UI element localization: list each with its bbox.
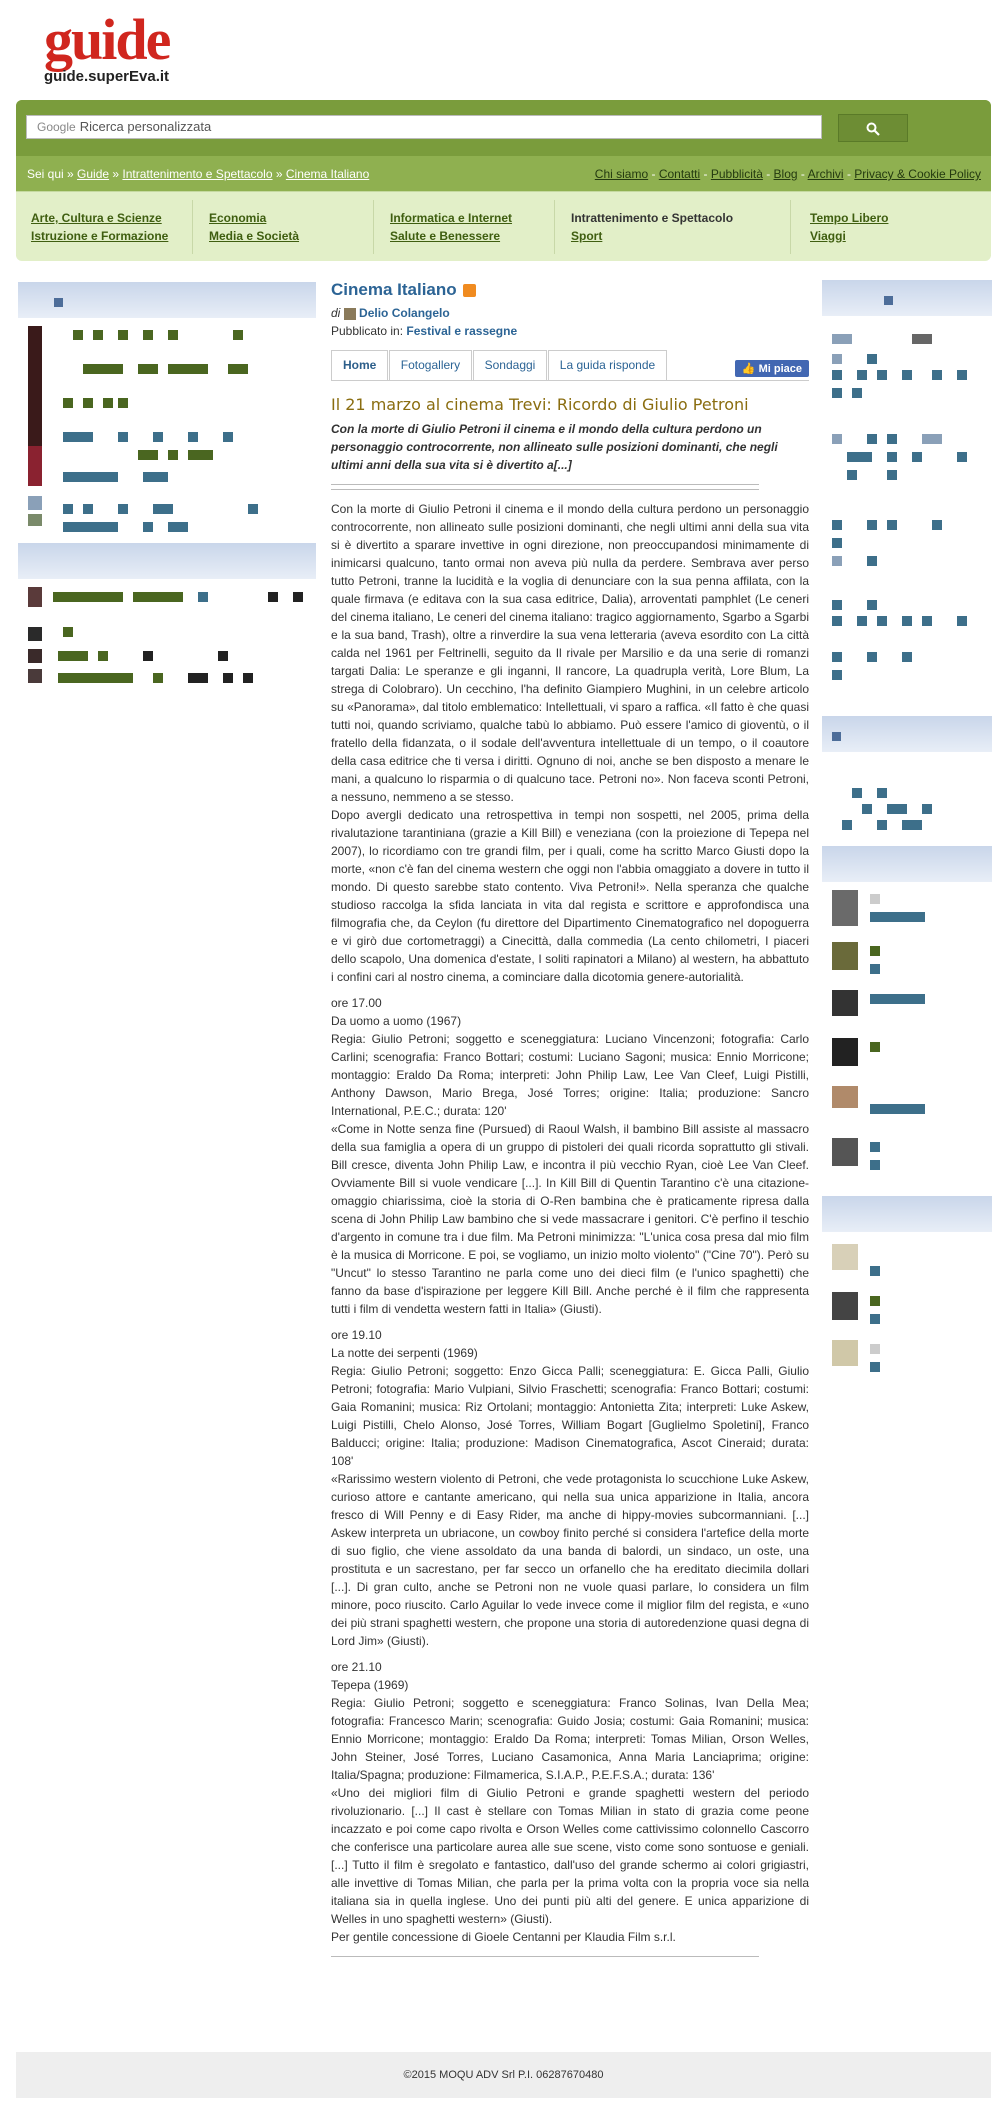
pixelated-link-block — [957, 616, 967, 626]
pixelated-link-block — [832, 990, 858, 1016]
pixelated-link-block — [887, 520, 897, 530]
pixelated-link-block — [233, 330, 243, 340]
article-credit: Per gentile concessione di Gioele Centanni per Klaudia Film s.r.l. — [331, 1930, 676, 1944]
pixelated-link-block — [832, 1038, 858, 1066]
pixelated-link-block — [870, 894, 880, 904]
pixelated-link-block — [63, 432, 93, 442]
pixelated-link-block — [153, 673, 163, 683]
film-1-time: ore 17.00 — [331, 996, 382, 1010]
tab-sondaggi[interactable]: Sondaggi — [473, 350, 548, 380]
pixelated-link-block — [63, 472, 118, 482]
pixelated-link-block — [870, 1296, 880, 1306]
divider — [790, 200, 791, 254]
section-link[interactable]: Festival e rassegne — [406, 324, 518, 338]
breadcrumb-cinema[interactable]: Cinema Italiano — [285, 167, 370, 181]
breadcrumb-intrattenimento[interactable]: Intrattenimento e Spettacolo — [122, 167, 273, 181]
breadcrumb-prefix: Sei qui » — [27, 167, 74, 181]
pixelated-link-block — [877, 370, 887, 380]
author-avatar-icon — [344, 308, 356, 320]
pixelated-link-block — [867, 434, 877, 444]
category-col-4 — [571, 209, 733, 245]
pixelated-link-block — [922, 616, 932, 626]
pixelated-link-block — [862, 804, 872, 814]
divider — [192, 200, 193, 254]
category-col-5 — [810, 209, 888, 245]
cat-sport[interactable]: Sport — [571, 229, 603, 243]
right-box-4 — [822, 1196, 992, 1390]
pixelated-link-block — [832, 652, 842, 662]
film-3-credits: Regia: Giulio Petroni; soggetto e sceneggiatura: Franco Solinas, Ivan Della Mea; fotografia: Francesco Marin; scenografia: Guido Josia; costumi: Gaia Romanini; musica: Ennio Morricone; montaggio: Eraldo Da Roma; interpreti: Tomas Milian, Orson Welles, John Steiner, José Torres, Luciano Casamonica, Anna Maria Lanciaprima; origine: Italia/Spagna; produzione: Filmamerica, S.I.A.P., P.E.F.S.A.; durata: 136' — [331, 1696, 809, 1782]
pixelated-link-block — [922, 804, 932, 814]
left-box-2-header — [18, 543, 316, 579]
film-1-review: «Come in Notte senza fine (Pursued) di Raoul Walsh, il bambino Bill assiste al massacro della sua famiglia a opera di un gruppo di pistoleri dei quali ricorda soprattutto gli stivali. Bill cresce, diventa John Philip Law, e incontra il più vecchio Ryan, cioè Lee Van Cleef. Ovviamente Bill si vuole vendicare [...]. In Kill Bill di Quentin Tarantino c'è una citazione-omaggio chiarissima, cioè la storia di O-Ren bambina che è praticamente ripresa dalla scena di John Philip Law bambino che si vede massacrare i genitori. C'è perfino il teschio d'argento in comune tra i due film. Ma Petroni minimizza: "L'unica cosa presa dal mio film è la musica di Morricone. E poi, se vogliamo, un inizio molto violento" ("Cine 70"). Però su "Uncut" lo stesso Tarantino ne parla come uno dei dieci film (e l'unico spaghetti) che fanno da base d'ispirazione per leggere Kill Bill. Anche perché è il film che rappresenta tutti i film di vendetta western fatti in Italia» (Giusti). — [331, 1122, 809, 1316]
link-blog[interactable]: Blog — [773, 167, 798, 181]
pixelated-link-block — [168, 450, 178, 460]
pixelated-link-block — [832, 334, 852, 344]
pixelated-link-block — [832, 434, 842, 444]
pixelated-link-block — [832, 388, 842, 398]
pixelated-link-block — [867, 600, 877, 610]
pixelated-link-block — [58, 651, 88, 661]
pixelated-link-block — [867, 652, 877, 662]
pixelated-link-block — [887, 470, 897, 480]
link-pubblicita[interactable]: Pubblicità — [710, 167, 763, 181]
pixelated-link-block — [143, 472, 168, 482]
pixelated-link-block — [932, 370, 942, 380]
link-contatti[interactable]: Contatti — [658, 167, 701, 181]
right-box-2 — [822, 716, 992, 852]
pixelated-link-block — [870, 994, 925, 1004]
pixelated-link-block — [877, 820, 887, 830]
right-box-4-links[interactable] — [822, 1240, 992, 1390]
article-paragraph-2: Dopo avergli dedicato una retrospettiva in tempi non sospetti, nel 2005, prima della rivalutazione tarantiniana (grazie a Kill Bill) e veneziana (con la proiezione di Tepepa nel 2007), lo ricordiamo con tre grandi film, per i quali, come ha scritto Marco Giusti dopo la morte, «non c'è fan del cinema western che oggi non l'abbia omaggiato a dovere in tutto il mondo. Di questo sarebbe stato contento. Viva Petroni!». Nella speranza che qualche studioso raccolga la sfida lanciata in vita dal regista e scrittore e approfondisca una filmografia che, da Ceylon (fu direttore del Dipartimento Cinematografico nel dopoguerra e vi girò due cortometraggi) a Cinecittà, dalla commedia (La cento chilometri, I piaceri dello scapolo, Una domenica d'estate, I soliti rapinatori a Milano) al western, ha abbattuto i confini cari al nostro cinema, a cominciare dalla dicotomia genere-autorialità. — [331, 808, 809, 984]
link-archivi[interactable]: Archivi — [807, 167, 844, 181]
pixelated-link-block — [268, 592, 278, 602]
pixelated-link-block — [198, 592, 208, 602]
film-1-title: Da uomo a uomo (1967) — [331, 1014, 462, 1028]
pixelated-link-block — [870, 1344, 880, 1354]
pixelated-link-block — [188, 673, 208, 683]
main-content — [331, 280, 809, 1967]
pixelated-link-block — [912, 452, 922, 462]
search-input[interactable] — [26, 115, 822, 139]
film-2-review: «Rarissimo western violento di Petroni, che vede protagonista lo scucchione Luke Askew, curioso attore e cantante americano, qui nella sua unica apparizione in Italia, ancora fresco di Will Penny e di Easy Rider, ma anche di hippy-movies subcormanniani. [...] Askew interpreta un ubriacone, un cowboy finito perché si considera l'artefice della morte di suo figlio, che viene assoldato da una banda di balordi, un sindaco, un oste, una prostituta e un sacrestano, per far secco un orfanello che ha ereditato diecimila dollari [...]. Di gran culto, anche se Petroni non ne vuole quasi parlare, lo considera un film minore, poco riuscito. Carlo Aguilar lo vede invece come il miglior film del regista, e «uno dei più strani spaghetti western, che propone una storia di autoredenzione quasi degna di Lord Jim» (Giusti). — [331, 1472, 809, 1648]
pixelated-link-block — [143, 651, 153, 661]
divider — [331, 1956, 759, 1957]
pixelated-link-block — [922, 434, 942, 444]
logo-word: guide — [44, 7, 170, 72]
top-links: Chi siamo - Contatti - Pubblicità - Blog - Archivi - Privacy & Cookie Policy — [594, 167, 981, 181]
cat-informatica[interactable]: Informatica e Internet — [390, 211, 513, 225]
pixelated-link-block — [28, 446, 42, 486]
pixelated-link-block — [902, 616, 912, 626]
header-marker — [884, 296, 893, 305]
breadcrumb-band — [16, 156, 991, 191]
pixelated-link-block — [143, 330, 153, 340]
search-placeholder: Ricerca personalizzata — [79, 119, 212, 134]
cat-arte[interactable]: Arte, Cultura e Scienze — [31, 211, 162, 225]
divider — [331, 484, 759, 485]
facebook-like-icon: 👍 — [741, 363, 759, 375]
pixelated-link-block — [28, 587, 42, 607]
pixelated-link-block — [293, 592, 303, 602]
guide-title-text[interactable]: Cinema Italiano — [331, 280, 457, 299]
pixelated-link-block — [28, 496, 42, 510]
pixelated-link-block — [832, 616, 842, 626]
pixelated-link-block — [832, 354, 842, 364]
pixelated-link-block — [28, 514, 42, 526]
pixelated-link-block — [832, 538, 842, 548]
cat-istruzione[interactable]: Istruzione e Formazione — [31, 229, 169, 243]
film-2-time: ore 19.10 — [331, 1328, 382, 1342]
article-paragraph-1: Con la morte di Giulio Petroni il cinema e il mondo della cultura perdono un personaggio controcorrente, non allineato sulle posizioni dominanti, che negli ultimi anni della sua vita si è divertito a sparare invettive in ogni direzione, non preoccupandosi minimamente di inimicarsi qualcuno, tanto ormai non aveva più nulla da perdere. Sembrava aver perso tutto Petroni, tranne la lucidità e la voglia di denunciare con la sua penna affilata, con la quale firmava (e editava con la sua casa editrice, Dalia), arroventati pamphlet (Le ceneri del cinema italiano, Le ceneri del cinema italiano: tragico aggiornamento, Sgarbo a Sgarbi e la sua band, Trash), oltre a rinverdire la sua vena letteraria (aveva esordito con La città calda nel 1961 per Feltrinelli, seguito da Il rivale per Marsilio e da una serie di romanzi targati Dalia: Le speranze e gli inganni, Il rancore, La quadrupla verità, Lore Blum, La strega di Colobraro). Un cecchino, l'ha definito Giampiero Mughini, in un celebre articolo su «Panorama», dal titolo emblematico: Intellettuali, vi sparo a raffica. «Il fatto è che quasi tutti noi, quando scriviamo, qualche tabù lo abbiamo. Può essere l'amico di gioventù, o il fratello della fidanzata, o il sodale dell'avventura intellettuale di un tempo, o il coautore della casa editrice che ti versa i diritti. Ognuno di noi, anche se ben disposto a menare le mani, a qualcuno lo risparmia o di qualcuno tace. Petroni no». Non faceva sconti Petroni, a nessuno, nemmeno a se stesso. — [331, 502, 809, 804]
cat-tempo-libero[interactable]: Tempo Libero — [810, 211, 889, 225]
left-box-1-links[interactable] — [18, 326, 316, 536]
pixelated-link-block — [243, 673, 253, 683]
pixelated-link-block — [63, 504, 73, 514]
search-band — [16, 100, 991, 156]
pixelated-link-block — [932, 520, 942, 530]
breadcrumb-guide[interactable]: Guide — [77, 167, 110, 181]
rss-icon[interactable] — [463, 284, 476, 297]
pixelated-link-block — [28, 627, 42, 641]
pixelated-link-block — [887, 434, 897, 444]
pixelated-link-block — [138, 364, 158, 374]
pixelated-link-block — [857, 370, 867, 380]
pixelated-link-block — [832, 1244, 858, 1270]
pixelated-link-block — [118, 504, 128, 514]
pixelated-link-block — [228, 364, 248, 374]
pixelated-link-block — [832, 670, 842, 680]
pixelated-link-block — [53, 592, 123, 602]
pixelated-link-block — [832, 556, 842, 566]
pixelated-link-block — [887, 804, 907, 814]
pixelated-link-block — [842, 820, 852, 830]
pixelated-link-block — [98, 651, 108, 661]
pixelated-link-block — [832, 1086, 858, 1108]
pixelated-link-block — [957, 452, 967, 462]
pixelated-link-block — [188, 450, 213, 460]
pixelated-link-block — [28, 649, 42, 663]
pixelated-link-block — [870, 1104, 925, 1114]
right-box-3 — [822, 846, 992, 1210]
pixelated-link-block — [867, 556, 877, 566]
pixelated-link-block — [847, 452, 872, 462]
pixelated-link-block — [902, 820, 922, 830]
pixelated-link-block — [73, 330, 83, 340]
left-box-2 — [18, 543, 316, 707]
film-2-title: La notte dei serpenti (1969) — [331, 1346, 478, 1360]
pixelated-link-block — [218, 651, 228, 661]
pixelated-link-block — [63, 627, 73, 637]
pixelated-link-block — [83, 504, 93, 514]
search-button[interactable] — [838, 114, 908, 142]
pixelated-link-block — [870, 1362, 880, 1372]
pixelated-link-block — [852, 388, 862, 398]
cat-viaggi[interactable]: Viaggi — [810, 229, 846, 243]
film-1-credits: Regia: Giulio Petroni; soggetto e sceneggiatura: Luciano Vincenzoni; fotografia: Carlo Carlini; scenografia: Franco Bottari; costumi: Luciano Sagoni; musica: Ennio Morricone; montaggio: Eraldo Da Roma; interpreti: John Philip Law, Lee Van Cleef, Luigi Pistilli, Anthony Dawson, Mario Brega, José Torres; origine: Italia; produzione: Sancro International, P.E.C.; durata: 120' — [331, 1032, 809, 1118]
like-label: Mi piace — [758, 363, 802, 375]
pixelated-link-block — [832, 370, 842, 380]
cat-salute[interactable]: Salute e Benessere — [390, 229, 501, 243]
link-privacy[interactable]: Privacy & Cookie Policy — [854, 167, 981, 181]
breadcrumb: Sei qui » Guide » Intrattenimento e Spettacolo » Cinema Italiano — [27, 167, 370, 181]
right-box-1-links[interactable] — [822, 324, 992, 704]
left-box-2-links[interactable] — [18, 587, 316, 707]
pixelated-link-block — [118, 330, 128, 340]
article-lede: Con la morte di Giulio Petroni il cinema e il mondo della cultura perdono un personaggio controcorrente, non allineato sulle posizioni dominanti, che negli ultimi anni della sua vita si è divertito a[...] — [331, 422, 778, 472]
pixelated-link-block — [857, 616, 867, 626]
pixelated-link-block — [870, 964, 880, 974]
category-col-1 — [31, 209, 168, 245]
pixelated-link-block — [832, 1138, 858, 1166]
cat-economia[interactable]: Economia — [209, 211, 267, 225]
pixelated-link-block — [902, 652, 912, 662]
pixelated-link-block — [103, 398, 113, 408]
published-label: Pubblicato in: — [331, 324, 404, 338]
right-box-3-links[interactable] — [822, 890, 992, 1210]
pixelated-link-block — [168, 330, 178, 340]
left-box-1-header — [18, 282, 316, 318]
pixelated-link-block — [248, 504, 258, 514]
right-box-2-header — [822, 716, 992, 752]
author-link[interactable]: Delio Colangelo — [359, 306, 450, 320]
pixelated-link-block — [223, 432, 233, 442]
guide-tabs — [331, 350, 809, 381]
tab-home[interactable]: Home — [331, 350, 388, 380]
pixelated-link-block — [118, 432, 128, 442]
category-col-3 — [390, 209, 512, 245]
pixelated-link-block — [58, 673, 133, 683]
pixelated-link-block — [870, 1314, 880, 1324]
pixelated-link-block — [852, 788, 862, 798]
pixelated-link-block — [83, 398, 93, 408]
search-icon — [866, 122, 880, 136]
pixelated-link-block — [957, 370, 967, 380]
pixelated-link-block — [83, 364, 123, 374]
pixelated-link-block — [832, 890, 858, 926]
pixelated-link-block — [168, 364, 208, 374]
google-label: Google — [37, 120, 76, 134]
pixelated-link-block — [133, 592, 183, 602]
pixelated-link-block — [138, 450, 158, 460]
right-box-1-header — [822, 280, 992, 316]
site-logo[interactable] — [44, 7, 170, 85]
pixelated-link-block — [118, 398, 128, 408]
film-2-credits: Regia: Giulio Petroni; soggetto: Enzo Gicca Palli; sceneggiatura: E. Gicca Palli, Giulio Petroni; fotografia: Mario Vulpiani, Silvio Fraschetti; scenografia: Franco Bottari; costumi: Gaia Romanini; musica: Riz Ortolani; montaggio: Antonietta Zita; interpreti: Luke Askew, Luigi Pistilli, Chelo Alonso, José Torres, William Bogart [Guglielmo Spoletini], Franco Balducci; origine: Italia; produzione: Madison Cinematografica, Ascot Cineraid; durata: 108' — [331, 1364, 809, 1468]
pixelated-link-block — [832, 520, 842, 530]
pixelated-link-block — [867, 520, 877, 530]
film-3-review: «Uno dei migliori film di Giulio Petroni e grande spaghetti western del periodo rivoluzionario. [...] Il cast è stellare con Tomas Milian in stato di grazia come peone incazzato e poi come capo rivolta e Orson Welles come cattivissimo colonnello Cascorro che conferisce una particolare aurea alle sue scene, visto come sono sontuose e geniali. [...] Tutto il film è sregolato e fantastico, dall'uso del grande schermo ai colori grigiastri, alle invettive di Tomas Milian, che parla per la prima volta con la propria voce sia nella italiana sia in quella inglese. Uno dei punti più alti del genere. E unica apparizione di Welles in uno spaghetti western» (Giusti). — [331, 1786, 809, 1926]
pixelated-link-block — [63, 398, 73, 408]
guide-title — [331, 280, 809, 300]
pixelated-link-block — [912, 334, 932, 344]
right-box-3-header — [822, 846, 992, 882]
logo-site: guide.superEva.it — [44, 68, 170, 85]
category-col-2 — [209, 209, 299, 245]
cat-intrattenimento[interactable]: Intrattenimento e Spettacolo — [571, 211, 734, 225]
pixelated-link-block — [902, 370, 912, 380]
pixelated-link-block — [870, 946, 880, 956]
header-marker — [54, 298, 63, 307]
pixelated-link-block — [223, 673, 233, 683]
pixelated-link-block — [877, 788, 887, 798]
pixelated-link-block — [188, 432, 198, 442]
film-3-time: ore 21.10 — [331, 1660, 382, 1674]
pixelated-link-block — [887, 452, 897, 462]
pixelated-link-block — [168, 522, 188, 532]
pixelated-link-block — [63, 522, 118, 532]
pixelated-link-block — [93, 330, 103, 340]
left-box-1 — [18, 282, 316, 536]
pixelated-link-block — [153, 432, 163, 442]
article-body — [331, 500, 809, 1946]
divider — [373, 200, 374, 254]
article-title: Il 21 marzo al cinema Trevi: Ricordo di Giulio Petroni — [331, 395, 749, 414]
pixelated-link-block — [143, 522, 153, 532]
pixelated-link-block — [870, 912, 925, 922]
cat-media[interactable]: Media e Società — [209, 229, 300, 243]
header-bar — [16, 100, 991, 260]
pixelated-link-block — [832, 1292, 858, 1320]
pixelated-link-block — [867, 354, 877, 364]
pixelated-link-block — [832, 1340, 858, 1366]
category-nav — [16, 191, 991, 261]
pixelated-link-block — [870, 1142, 880, 1152]
pixelated-link-block — [28, 669, 42, 683]
tab-fotogallery[interactable]: Fotogallery — [389, 350, 472, 380]
footer: ©2015 MOQU ADV Srl P.I. 06287670480 — [16, 2052, 991, 2098]
pixelated-link-block — [870, 1042, 880, 1052]
published-line — [331, 324, 809, 338]
divider — [331, 489, 759, 490]
pixelated-link-block — [877, 616, 887, 626]
pixelated-link-block — [153, 504, 173, 514]
film-3-title: Tepepa (1969) — [331, 1678, 409, 1692]
like-button[interactable] — [735, 360, 809, 377]
pixelated-link-block — [832, 942, 858, 970]
right-box-1 — [822, 280, 992, 704]
header-marker — [832, 732, 841, 741]
pixelated-link-block — [870, 1266, 880, 1276]
right-box-4-header — [822, 1196, 992, 1232]
pixelated-link-block — [832, 600, 842, 610]
divider — [554, 200, 555, 254]
pixelated-link-block — [870, 1160, 880, 1170]
link-chi-siamo[interactable]: Chi siamo — [594, 167, 649, 181]
by-label: di — [331, 306, 341, 320]
tab-guida-risponde[interactable]: La guida risponde — [548, 350, 667, 380]
author-line — [331, 306, 809, 320]
pixelated-link-block — [847, 470, 857, 480]
right-box-2-links[interactable] — [822, 762, 992, 852]
